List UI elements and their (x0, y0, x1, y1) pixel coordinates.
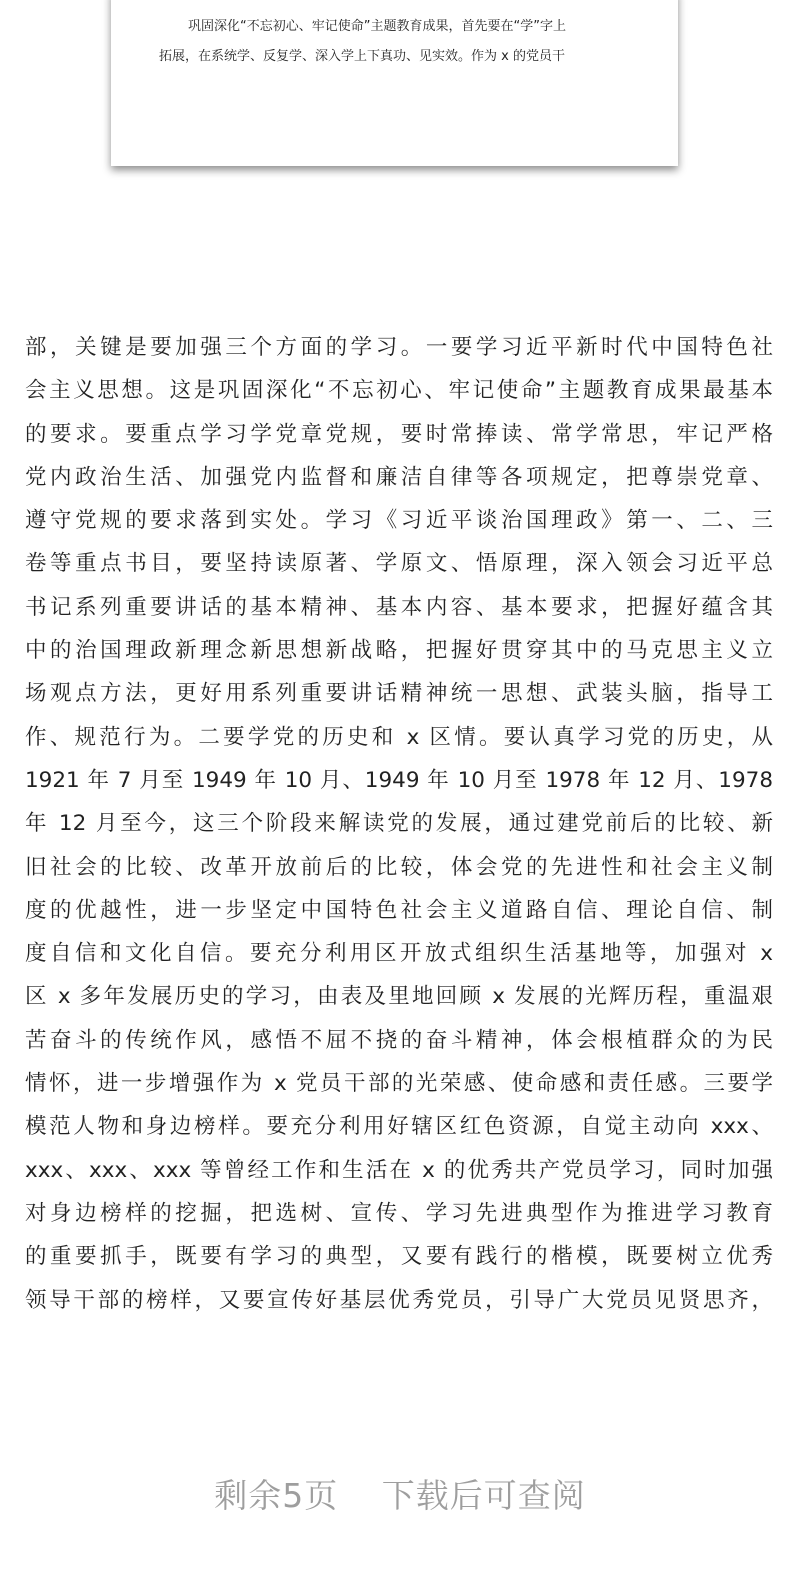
body-text-line: 遵守党规的要求落到实处。学习《习近平谈治国理政》第一、二、三 (25, 508, 773, 534)
preview-line: 巩固深化“不忘初心、牢记使命”主题教育成果，首先要在“学”字上 (188, 19, 566, 34)
body-text-line: 党内政治生活、加强党内监督和廉洁自律等各项规定，把尊崇党章、 (25, 464, 773, 490)
body-text-line: 作、规范行为。二要学党的历史和 x 区情。要认真学习党的历史，从 (25, 724, 773, 750)
body-text-line: 的要求。要重点学习学党章党规，要时常捧读、常学常思，牢记严格 (25, 421, 773, 447)
body-text-line: 中的治国理政新理念新思想新战略，把握好贯穿其中的马克思主义立 (25, 638, 773, 664)
body-text-line: 会主义思想。这是巩固深化“不忘初心、牢记使命”主题教育成果最基本 (25, 378, 773, 404)
remaining-pages-label: 剩余5页 (214, 1476, 339, 1515)
body-text-line: 部，关键是要加强三个方面的学习。一要学习近平新时代中国特色社 (25, 335, 773, 360)
body-text-line: xxx、xxx、xxx 等曾经工作和生活在 x 的优秀共产党员学习，同时加强 (25, 1157, 773, 1183)
download-hint-label: 下载后可查阅 (381, 1476, 586, 1515)
body-text-line: 卷等重点书目，要坚持读原著、学原文、悟原理，深入领会习近平总 (25, 551, 773, 577)
body-text-line: 情怀，进一步增强作为 x 党员干部的光荣感、使命感和责任感。三要学 (25, 1071, 773, 1097)
preview-page-card (111, 0, 678, 166)
body-text-line: 1921 年 7 月至 1949 年 10 月、1949 年 10 月至 1978 年 12 月、1978 (25, 767, 773, 793)
body-text-line: 场观点方法，更好用系列重要讲话精神统一思想、武装头脑，指导工 (25, 681, 773, 707)
body-text-line: 的重要抓手，既要有学习的典型，又要有践行的楷模，既要树立优秀 (25, 1244, 773, 1270)
body-text-line: 年 12 月至今，这三个阶段来解读党的发展，通过建党前后的比较、新 (25, 811, 773, 837)
body-text-line: 书记系列重要讲话的基本精神、基本内容、基本要求，把握好蕴含其 (25, 594, 773, 620)
body-text-line: 度自信和文化自信。要充分利用区开放式组织生活基地等，加强对 x (25, 941, 773, 967)
body-text-line: 模范人物和身边榜样。要充分利用好辖区红色资源，自觉主动向 xxx、 (25, 1114, 773, 1140)
body-text-line: 区 x 多年发展历史的学习，由表及里地回顾 x 发展的光辉历程，重温艰 (25, 984, 773, 1010)
body-text-line: 旧社会的比较、改革开放前后的比较，体会党的先进性和社会主义制 (25, 854, 773, 880)
body-text-line: 苦奋斗的传统作风，感悟不屈不挠的奋斗精神，体会根植群众的为民 (25, 1027, 773, 1053)
body-text-line: 度的优越性，进一步坚定中国特色社会主义道路自信、理论自信、制 (25, 897, 773, 923)
read-more-banner[interactable] (0, 1470, 800, 1517)
preview-line: 拓展，在系统学、反复学、深入学上下真功、见实效。作为 x 的党员干 (159, 49, 565, 64)
body-text-line: 对身边榜样的挖掘，把选树、宣传、学习先进典型作为推进学习教育 (25, 1200, 773, 1226)
body-text-line: 领导干部的榜样，又要宣传好基层优秀党员，引导广大党员见贤思齐， (25, 1287, 773, 1313)
document-body (25, 326, 773, 1322)
